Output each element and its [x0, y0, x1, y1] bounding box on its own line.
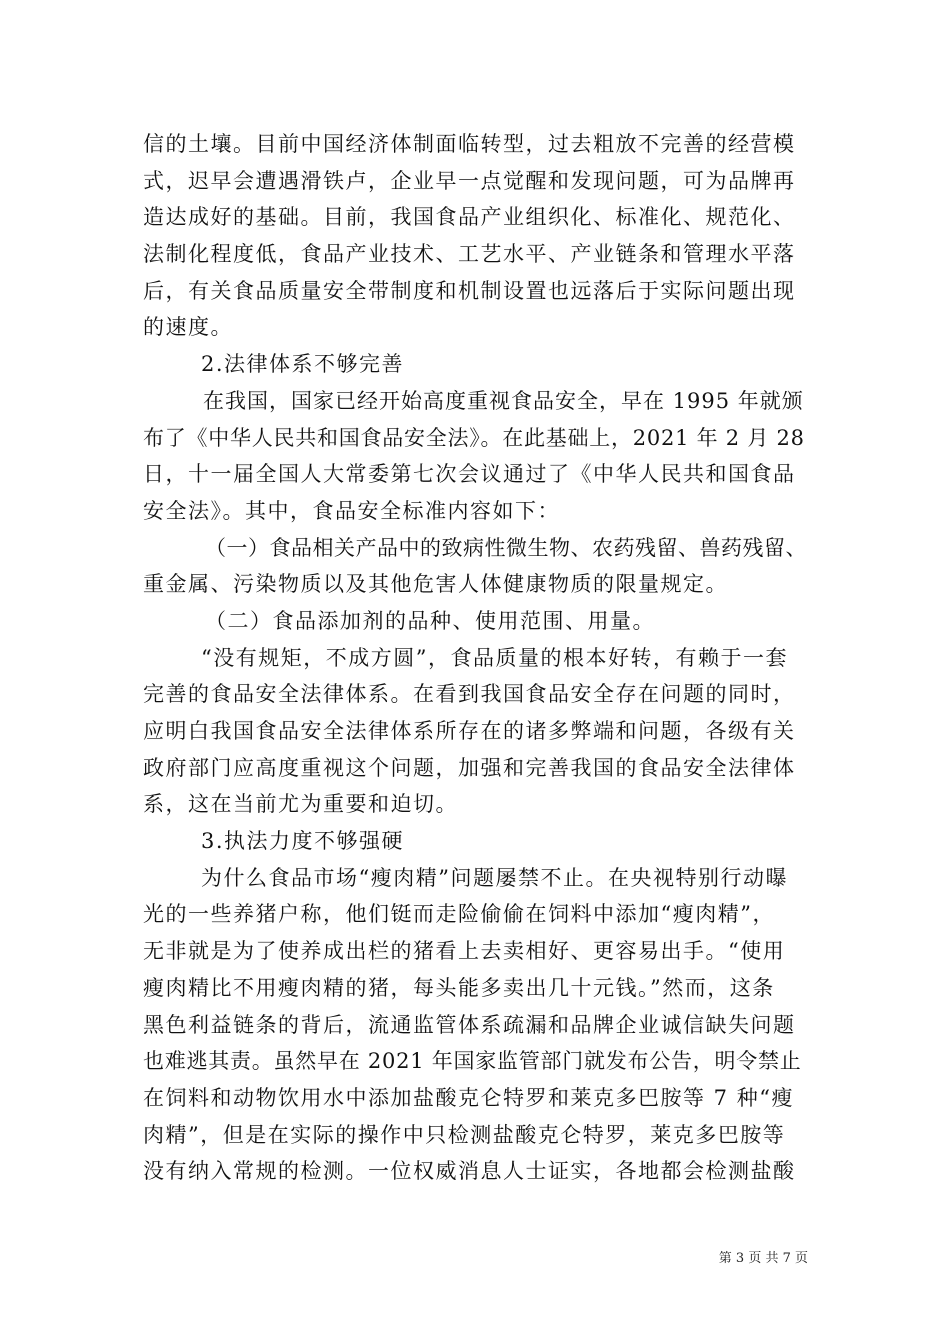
text-line: 系，这在当前尤为重要和迫切。 [143, 792, 458, 817]
text-line: （二）食品添加剂的品种、使用范围、用量。 [205, 608, 655, 633]
text-line: 也难逃其责。虽然早在 2021 年国家监管部门就发布公告，明令禁止 [143, 1049, 802, 1074]
text-line: 安全法》。其中，食品安全标准内容如下： [143, 498, 560, 523]
text-line: 3.执法力度不够强硬 [201, 829, 405, 854]
text-line: （一）食品相关产品中的致病性微生物、农药残留、兽药残留、 [205, 535, 807, 560]
text-line: 无非就是为了使养成出栏的猪看上去卖相好、更容易出手。“使用 [143, 939, 786, 964]
text-line: 在我国，国家已经开始高度重视食品安全，早在 1995 年就颁 [203, 388, 804, 413]
text-line: 完善的食品安全法律体系。在看到我国食品安全存在问题的同时， [143, 682, 796, 707]
text-line: 光的一些养猪户称，他们铤而走险偷偷在饲料中添加“瘦肉精”， [143, 902, 775, 927]
text-line: 没有纳入常规的检测。一位权威消息人士证实，各地都会检测盐酸 [143, 1159, 796, 1184]
text-line: 造达成好的基础。目前，我国食品产业组织化、标准化、规范化、 [143, 205, 796, 230]
text-line: 法制化程度低，食品产业技术、工艺水平、产业链条和管理水平落 [143, 242, 796, 267]
document-body [143, 126, 807, 1190]
text-line: 布了《中华人民共和国食品安全法》。在此基础上，2021 年 2 月 28 [143, 425, 805, 450]
text-line: 政府部门应高度重视这个问题，加强和完善我国的食品安全法律体 [143, 755, 796, 780]
text-line: 肉精”，但是在实际的操作中只检测盐酸克仑特罗，莱克多巴胺等 [143, 1122, 786, 1147]
text-line: 2.法律体系不够完善 [201, 352, 405, 377]
text-line: 重金属、污染物质以及其他危害人体健康物质的限量规定。 [143, 572, 728, 597]
text-line: “没有规矩，不成方圆”，食品质量的根本好转，有赖于一套 [201, 645, 788, 670]
text-line: 为什么食品市场“瘦肉精”问题屡禁不止。在央视特别行动曝 [201, 865, 788, 890]
text-line: 黑色利益链条的背后，流通监管体系疏漏和品牌企业诚信缺失问题 [143, 1012, 796, 1037]
text-line: 的速度。 [143, 315, 233, 340]
text-line: 日，十一届全国人大常委第七次会议通过了《中华人民共和国食品 [143, 462, 796, 487]
text-line: 后，有关食品质量安全带制度和机制设置也远落后于实际问题出现 [143, 278, 796, 303]
text-line: 式，迟早会遭遇滑铁卢，企业早一点觉醒和发现问题，可为品牌再 [143, 168, 796, 193]
text-line: 在饲料和动物饮用水中添加盐酸克仑特罗和莱克多巴胺等 7 种“瘦 [143, 1085, 794, 1110]
text-line: 瘦肉精比不用瘦肉精的猪，每头能多卖出几十元钱。”然而，这条 [143, 975, 775, 1000]
page-number: 第 3 页 共 7 页 [718, 1251, 808, 1266]
text-line: 信的土壤。目前中国经济体制面临转型，过去粗放不完善的经营模 [143, 132, 796, 156]
text-line: 应明白我国食品安全法律体系所存在的诸多弊端和问题，各级有关 [143, 719, 796, 743]
